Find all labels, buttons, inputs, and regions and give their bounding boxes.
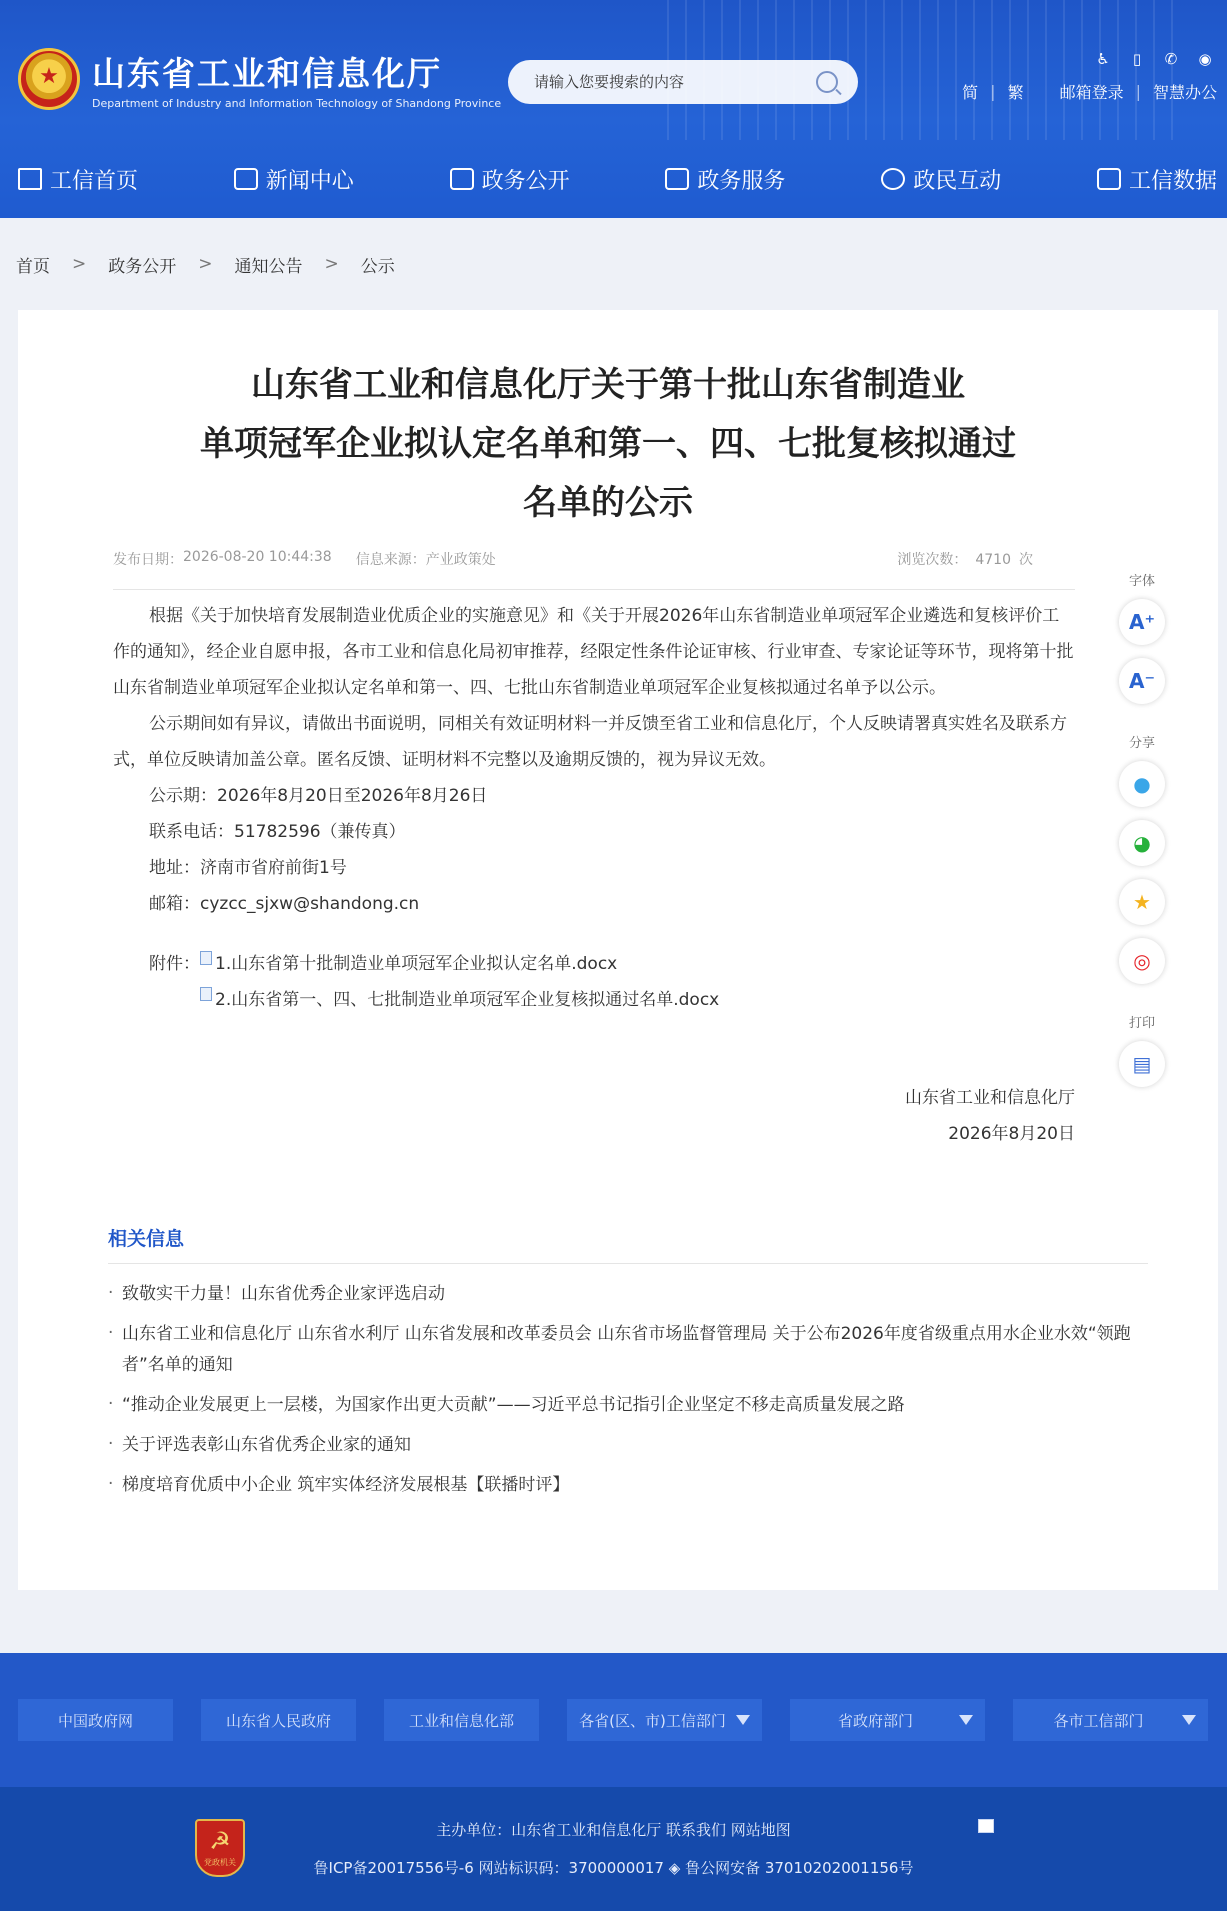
source-label: 信息来源： <box>355 552 426 568</box>
news-icon <box>234 168 258 190</box>
publish-date: 2026-08-20 10:44:38 <box>183 549 332 565</box>
site-header <box>0 0 1227 218</box>
footer-bottom <box>0 1787 1227 1911</box>
docx-file-icon <box>200 951 212 965</box>
list-item[interactable]: · 关于评选表彰山东省优秀企业家的通知 <box>108 1425 1148 1465</box>
footer-icp: 鲁ICP备20017556号-6 网站标识码：3700000017 <box>313 1859 664 1877</box>
breadcrumb-home[interactable]: 首页 <box>16 256 50 277</box>
qq-share-icon[interactable]: ● <box>1119 761 1165 807</box>
service-icon <box>665 168 689 190</box>
side-toolbar <box>1118 560 1166 1100</box>
footer-sponsor: 主办单位：山东省工业和信息化厅 联系我们 网站地图 <box>436 1821 791 1839</box>
list-item[interactable]: · 梯度培育优质中小企业 筑牢实体经济发展根基【联播时评】 <box>108 1465 1148 1505</box>
related-info <box>108 1224 1148 1505</box>
attachment-link[interactable]: 1.山东省第十批制造业单项冠军企业拟认定名单.docx <box>215 954 618 974</box>
breadcrumb-notices[interactable]: 通知公告 <box>234 256 303 277</box>
traditional-chinese-link[interactable]: 繁 <box>1007 83 1024 102</box>
breadcrumb-separator: > <box>72 254 87 274</box>
breadcrumb-separator: > <box>198 254 213 274</box>
view-count: 浏览次数： 4710 次 <box>897 552 1033 568</box>
database-icon <box>1097 168 1121 190</box>
accessibility-icon[interactable]: ♿ <box>1096 50 1110 68</box>
contact-phone: 联系电话：51782596（兼传真） <box>149 822 406 842</box>
paragraph: 公示期间如有异议，请做出书面说明，同相关有效证明材料一并反馈至省工业和信息化厅，个人反映请署真实姓名及联系方式，单位反映请加盖公章。匿名反馈、证明材料不完整以及逾期反馈的，视为异议无效。 <box>113 714 1067 770</box>
top-tools <box>962 50 1217 103</box>
wechat-icon[interactable]: ✆ <box>1164 50 1178 68</box>
weibo-share-icon[interactable]: ◎ <box>1119 938 1165 984</box>
search-input[interactable] <box>534 73 816 91</box>
site-logo[interactable] <box>18 48 501 110</box>
site-name-cn: 山东省工业和信息化厅 <box>92 54 442 93</box>
contact-address: 地址：济南市省府前街1号 <box>149 858 347 878</box>
article-meta <box>113 549 1073 569</box>
footer-police-record: 鲁公网安备 37010202001156号 <box>685 1859 914 1877</box>
nav-item-home[interactable]: 工信首页 <box>18 164 138 195</box>
mobile-icon[interactable]: ▯ <box>1132 50 1142 68</box>
contact-email: 邮箱：cyzcc_sjxw@shandong.cn <box>149 894 420 914</box>
search-icon[interactable] <box>816 71 838 93</box>
smart-office-link[interactable]: 智慧办公 <box>1152 83 1217 102</box>
publish-date-label: 发布日期： <box>113 552 183 568</box>
nav-item-gov-service[interactable]: 政务服务 <box>665 164 785 195</box>
mail-login-link[interactable]: 邮箱登录 <box>1059 83 1124 102</box>
chevron-down-icon <box>736 1715 750 1725</box>
article-card <box>18 310 1218 1590</box>
chevron-down-icon <box>959 1715 973 1725</box>
nav-item-gov-affairs[interactable]: 政务公开 <box>450 164 570 195</box>
print-label: 打印 <box>1128 1016 1155 1031</box>
monitor-icon <box>450 168 474 190</box>
divider <box>113 589 1075 590</box>
site-name-en: Department of Industry and Information Technology of Shandong Province <box>92 97 502 110</box>
docx-file-icon <box>200 987 212 1001</box>
article-body <box>113 598 1075 1152</box>
nav-item-data[interactable]: 工信数据 <box>1097 164 1217 195</box>
home-icon <box>18 168 42 190</box>
font-increase-button[interactable]: A⁺ <box>1119 599 1165 645</box>
wechat-share-icon[interactable]: ◕ <box>1119 820 1165 866</box>
gov-site-badge-icon[interactable] <box>978 1819 994 1833</box>
main-nav <box>0 140 1227 218</box>
search-box <box>508 60 858 104</box>
breadcrumb-separator: > <box>324 254 339 274</box>
divider: | <box>990 82 996 101</box>
breadcrumb <box>0 218 1227 310</box>
chat-icon <box>881 168 905 190</box>
divider: | <box>1135 82 1141 101</box>
print-icon[interactable]: ▤ <box>1119 1041 1165 1087</box>
list-item[interactable]: · 山东省工业和信息化厅 山东省水利厅 山东省发展和改革委员会 山东省市场监督管理局 关于公布2026年度省级重点用水企业水效“领跑者”名单的通知 <box>108 1314 1148 1385</box>
related-heading: 相关信息 <box>108 1224 1148 1264</box>
footer-info <box>0 1811 1227 1887</box>
font-size-label: 字体 <box>1128 574 1155 589</box>
attachments <box>113 946 1075 1018</box>
list-item[interactable]: · 致敬实干力量！山东省优秀企业家评选启动 <box>108 1274 1148 1314</box>
footer-select-city-departments[interactable]: 各市工信部门 <box>1013 1699 1208 1741</box>
weibo-icon[interactable]: ◉ <box>1198 50 1212 68</box>
nav-item-news[interactable]: 新闻中心 <box>234 164 354 195</box>
attachment-link[interactable]: 2.山东省第一、四、七批制造业单项冠军企业复核拟通过名单.docx <box>215 990 720 1010</box>
signature-date: 2026年8月20日 <box>948 1124 1075 1144</box>
breadcrumb-gov-affairs[interactable]: 政务公开 <box>108 256 177 277</box>
breadcrumb-publicity[interactable]: 公示 <box>360 256 395 277</box>
footer-link-gov-cn[interactable]: 中国政府网 <box>18 1699 173 1741</box>
font-decrease-button[interactable]: A⁻ <box>1119 658 1165 704</box>
footer-link-shandong-gov[interactable]: 山东省人民政府 <box>201 1699 356 1741</box>
signature <box>113 1080 1075 1152</box>
simplified-chinese-link[interactable]: 简 <box>962 83 979 102</box>
list-item[interactable]: · “推动企业发展更上一层楼，为国家作出更大贡献”——习近平总书记指引企业坚定不移走高质量发展之路 <box>108 1385 1148 1425</box>
share-label: 分享 <box>1128 736 1155 751</box>
article-title: 山东省工业和信息化厅关于第十批山东省制造业 单项冠军企业拟认定名单和第一、四、七批复核拟通过 名单的公示 <box>200 365 1016 523</box>
publicity-period: 公示期：2026年8月20日至2026年8月26日 <box>149 786 488 806</box>
national-emblem-icon <box>18 48 80 110</box>
footer-select-gov-departments[interactable]: 省政府部门 <box>790 1699 985 1741</box>
paragraph: 根据《关于加快培育发展制造业优质企业的实施意见》和《关于开展2026年山东省制造业单项冠军企业遴选和复核评价工作的通知》，经企业自愿申报，各市工业和信息化局初审推荐，经限定性条件论证审核、行业审查、专家论证等环节，现将第十批山东省制造业单项冠军企业拟认定名单和第一、四、七批山东省制造业单项冠军企业复核拟通过名单予以公示。 <box>113 606 1074 698</box>
party-gov-badge-icon[interactable]: ☭ 党政机关 <box>195 1819 245 1877</box>
police-badge-icon: ◈ <box>668 1859 681 1877</box>
chevron-down-icon <box>1182 1715 1196 1725</box>
attachments-label: 附件： <box>149 954 200 974</box>
nav-item-interaction[interactable]: 政民互动 <box>881 164 1001 195</box>
footer-links <box>0 1653 1227 1787</box>
source: 产业政策处 <box>425 552 496 568</box>
footer-link-miit[interactable]: 工业和信息化部 <box>384 1699 539 1741</box>
signature-org: 山东省工业和信息化厅 <box>905 1088 1075 1108</box>
favorite-star-icon[interactable]: ★ <box>1119 879 1165 925</box>
footer-select-provinces[interactable]: 各省(区、市)工信部门 <box>567 1699 762 1741</box>
